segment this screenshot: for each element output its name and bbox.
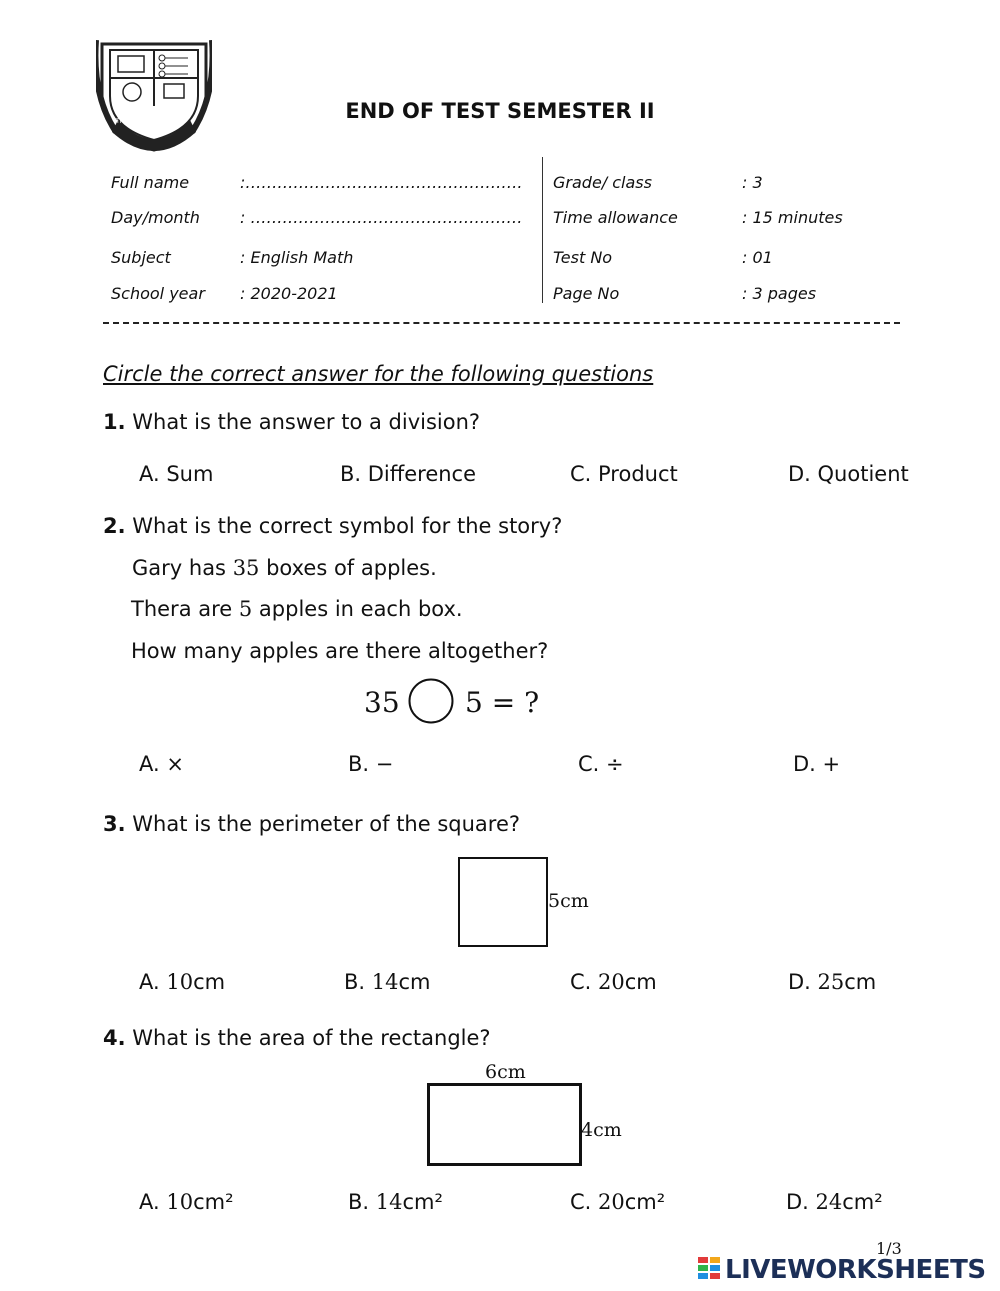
option-number: 14: [371, 970, 399, 994]
q2-option-a[interactable]: A. ×: [139, 752, 184, 776]
option-letter: C.: [570, 1190, 599, 1214]
option-unit: cm²: [842, 1190, 883, 1214]
rectangle-side-label: 4cm: [581, 1119, 622, 1141]
test-no-label: Test No: [553, 248, 613, 267]
test-no-value: : 01: [742, 248, 773, 267]
question-text: What is the area of the rectangle?: [132, 1026, 491, 1050]
page-no-label: Page No: [553, 284, 620, 303]
q3-option-d[interactable]: [788, 970, 876, 994]
option-number: 25: [817, 970, 845, 994]
story-number: 35: [232, 556, 260, 580]
q3-option-b[interactable]: [344, 970, 431, 994]
option-letter: A.: [139, 1190, 167, 1214]
q1-option-b[interactable]: B. Difference: [340, 462, 477, 486]
story-text: Gary has: [132, 556, 233, 580]
q4-option-a[interactable]: [139, 1190, 234, 1214]
full-name-field[interactable]: :…………………………………………….: [240, 173, 523, 192]
option-unit: cm: [193, 970, 226, 994]
story-line-3: [131, 639, 548, 663]
story-line-2: [131, 597, 463, 621]
story-text: boxes of apples.: [259, 556, 437, 580]
question-number: 4.: [103, 1026, 126, 1050]
option-unit: cm²: [402, 1190, 443, 1214]
rectangle-figure: [427, 1083, 582, 1166]
school-crest-logo: [96, 36, 212, 154]
q2-option-d[interactable]: D. +: [793, 752, 841, 776]
q4-option-d[interactable]: [786, 1190, 883, 1214]
time-allowance-label: Time allowance: [553, 208, 678, 227]
q1-option-c[interactable]: C. Product: [570, 462, 678, 486]
question-4: [103, 1026, 491, 1050]
story-text: How many apples are there altogether?: [131, 639, 549, 663]
page-number: 1/3: [876, 1239, 902, 1258]
option-unit: cm: [624, 970, 657, 994]
option-number: 20: [598, 970, 625, 994]
school-year-value: : 2020-2021: [240, 284, 338, 303]
option-letter: D.: [788, 970, 818, 994]
question-text: What is the perimeter of the square?: [132, 812, 521, 836]
question-3: [103, 812, 520, 836]
option-letter: B.: [348, 1190, 376, 1214]
question-text: What is the correct symbol for the story?: [132, 514, 563, 538]
question-number: 3.: [103, 812, 126, 836]
full-name-label: Full name: [111, 173, 190, 192]
q4-option-c[interactable]: [570, 1190, 665, 1214]
grade-label: Grade/ class: [553, 173, 652, 192]
question-number: 2.: [103, 514, 126, 538]
story-text: Thera are: [131, 597, 239, 621]
crest-text: THE OLYMPIA SCHOOLS: [116, 118, 187, 125]
option-letter: C.: [570, 970, 599, 994]
square-figure: [458, 857, 548, 947]
option-number: 10: [166, 1190, 194, 1214]
q2-option-b[interactable]: B. −: [348, 752, 394, 776]
page-no-value: : 3 pages: [742, 284, 817, 303]
option-unit: cm: [398, 970, 431, 994]
square-side-label: 5cm: [548, 890, 589, 912]
q2-option-c[interactable]: C. ÷: [578, 752, 624, 776]
q1-option-d[interactable]: D. Quotient: [788, 462, 909, 486]
option-number: 14: [375, 1190, 403, 1214]
dashed-divider: [103, 322, 900, 324]
school-year-label: School year: [111, 284, 205, 303]
q3-option-a[interactable]: [139, 970, 225, 994]
liveworksheets-logo[interactable]: [697, 1253, 986, 1287]
option-letter: B.: [344, 970, 372, 994]
answer-circle[interactable]: [407, 677, 455, 725]
option-unit: cm²: [193, 1190, 234, 1214]
story-text: apples in each box.: [252, 597, 463, 621]
question-text: What is the answer to a division?: [132, 410, 481, 434]
option-number: 20: [598, 1190, 625, 1214]
day-month-label: Day/month: [111, 208, 200, 227]
story-line-1: [132, 556, 437, 580]
instruction: Circle the correct answer for the following questions: [103, 362, 654, 386]
option-unit: cm: [844, 970, 877, 994]
equation-left: 35: [364, 686, 400, 719]
q4-option-b[interactable]: [348, 1190, 443, 1214]
option-letter: D.: [786, 1190, 816, 1214]
q3-option-c[interactable]: [570, 970, 657, 994]
option-letter: A.: [139, 970, 167, 994]
page-title: END OF TEST SEMESTER II: [345, 99, 655, 123]
rectangle-top-label: 6cm: [485, 1061, 526, 1083]
equation-right: 5 = ?: [465, 686, 540, 719]
question-2: [103, 514, 562, 538]
option-number: 10: [166, 970, 194, 994]
time-allowance-value: : 15 minutes: [742, 208, 843, 227]
subject-label: Subject: [111, 248, 171, 267]
liveworksheets-icon: [697, 1255, 723, 1285]
subject-value: : English Math: [240, 248, 354, 267]
question-1: [103, 410, 480, 434]
q1-option-a[interactable]: A. Sum: [139, 462, 214, 486]
grade-value: : 3: [742, 173, 763, 192]
story-number: 5: [238, 597, 253, 621]
option-number: 24: [815, 1190, 843, 1214]
question-number: 1.: [103, 410, 126, 434]
option-unit: cm²: [624, 1190, 666, 1214]
info-divider: [542, 157, 543, 303]
day-month-field[interactable]: : ……………………………………………: [240, 208, 523, 227]
liveworksheets-wordmark: LIVEWORKSHEETS: [725, 1255, 986, 1285]
